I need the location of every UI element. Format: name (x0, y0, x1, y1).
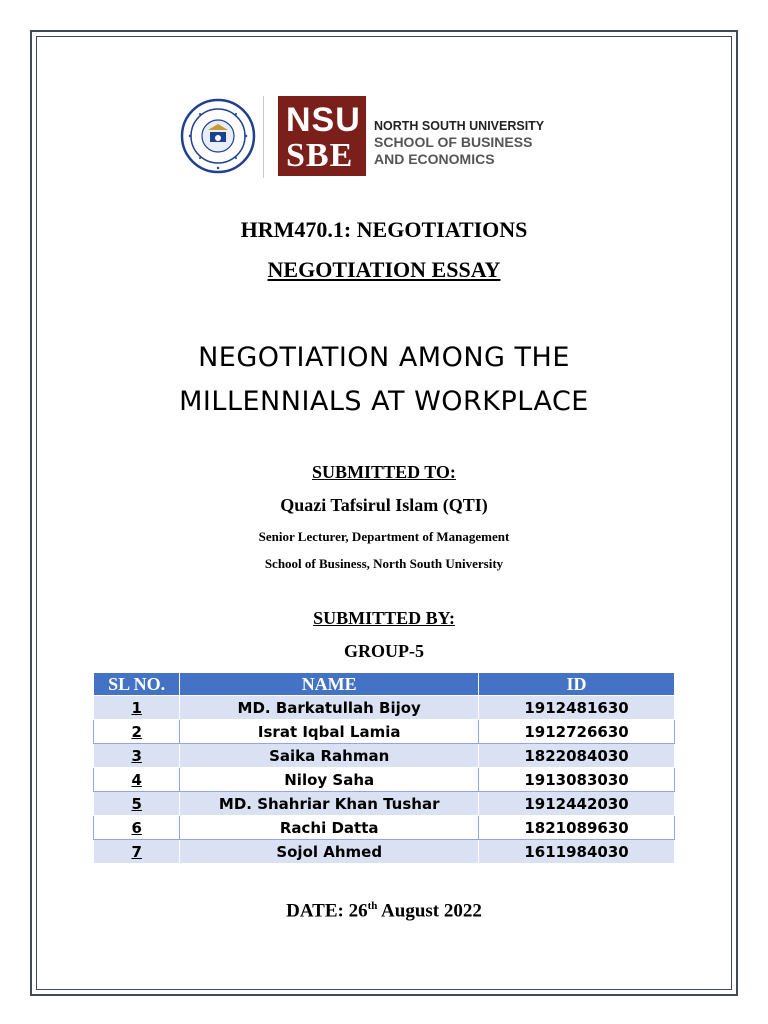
table-row (94, 840, 675, 864)
cell-name: Sojol Ahmed (180, 840, 479, 864)
group-name: GROUP-5 (344, 641, 424, 661)
cell-id: 1611984030 (479, 840, 675, 864)
cell-sl: 5 (94, 792, 180, 816)
submission-date (0, 900, 768, 922)
cell-id: 1822084030 (479, 744, 675, 768)
cell-sl: 7 (94, 840, 180, 864)
school-name-line1: SCHOOL OF BUSINESS (374, 134, 533, 150)
members-table (93, 672, 675, 864)
date-rest: August 2022 (377, 900, 482, 922)
date-ordinal-suffix: th (367, 900, 378, 912)
nsu-logo-line1: NSU (286, 101, 361, 139)
table-row (94, 744, 675, 768)
essay-title-line1: NEGOTIATION AMONG THE (198, 342, 570, 373)
logo-bar (180, 92, 600, 182)
table-row (94, 720, 675, 744)
cell-id: 1913083030 (479, 768, 675, 792)
essay-title-line2: MILLENNIALS AT WORKPLACE (179, 386, 589, 417)
cell-name: Niloy Saha (180, 768, 479, 792)
cell-id: 1912726630 (479, 720, 675, 744)
cell-sl: 4 (94, 768, 180, 792)
cell-name: Saika Rahman (180, 744, 479, 768)
logo-divider (263, 96, 264, 178)
instructor-school: School of Business, North South University (264, 556, 504, 571)
essay-title (0, 336, 768, 424)
cell-sl: 1 (94, 696, 180, 720)
instructor-designation: Senior Lecturer, Department of Management (258, 529, 510, 544)
course-code: HRM470.1: NEGOTIATIONS (240, 217, 528, 242)
cell-sl: 6 (94, 816, 180, 840)
nsu-logo-line2: SBE (286, 137, 354, 174)
university-name: NORTH SOUTH UNIVERSITY (374, 119, 545, 133)
university-seal-icon (180, 98, 256, 174)
school-name-line2: AND ECONOMICS (374, 151, 495, 167)
instructor-name: Quazi Tafsirul Islam (QTI) (280, 495, 488, 515)
cell-id: 1912442030 (479, 792, 675, 816)
cell-name: Israt Iqbal Lamia (180, 720, 479, 744)
header-id: ID (479, 673, 675, 696)
submitted-to-heading: SUBMITTED TO: (312, 462, 456, 482)
nsu-sbe-logo (278, 96, 366, 176)
cell-id: 1912481630 (479, 696, 675, 720)
cell-id: 1821089630 (479, 816, 675, 840)
table-row (94, 816, 675, 840)
header-name: NAME (180, 673, 479, 696)
table-row (94, 792, 675, 816)
cell-name: Rachi Datta (180, 816, 479, 840)
table-row (94, 768, 675, 792)
school-name-block (374, 118, 544, 168)
cell-name: MD. Shahriar Khan Tushar (180, 792, 479, 816)
cell-sl: 2 (94, 720, 180, 744)
table-header-row (94, 673, 675, 696)
header-sl: SL NO. (94, 673, 180, 696)
essay-type: NEGOTIATION ESSAY (267, 257, 501, 282)
table-row (94, 696, 675, 720)
date-label: DATE: 26 (286, 900, 368, 922)
cell-sl: 3 (94, 744, 180, 768)
submitted-by-heading: SUBMITTED BY: (313, 608, 455, 628)
cell-name: MD. Barkatullah Bijoy (180, 696, 479, 720)
